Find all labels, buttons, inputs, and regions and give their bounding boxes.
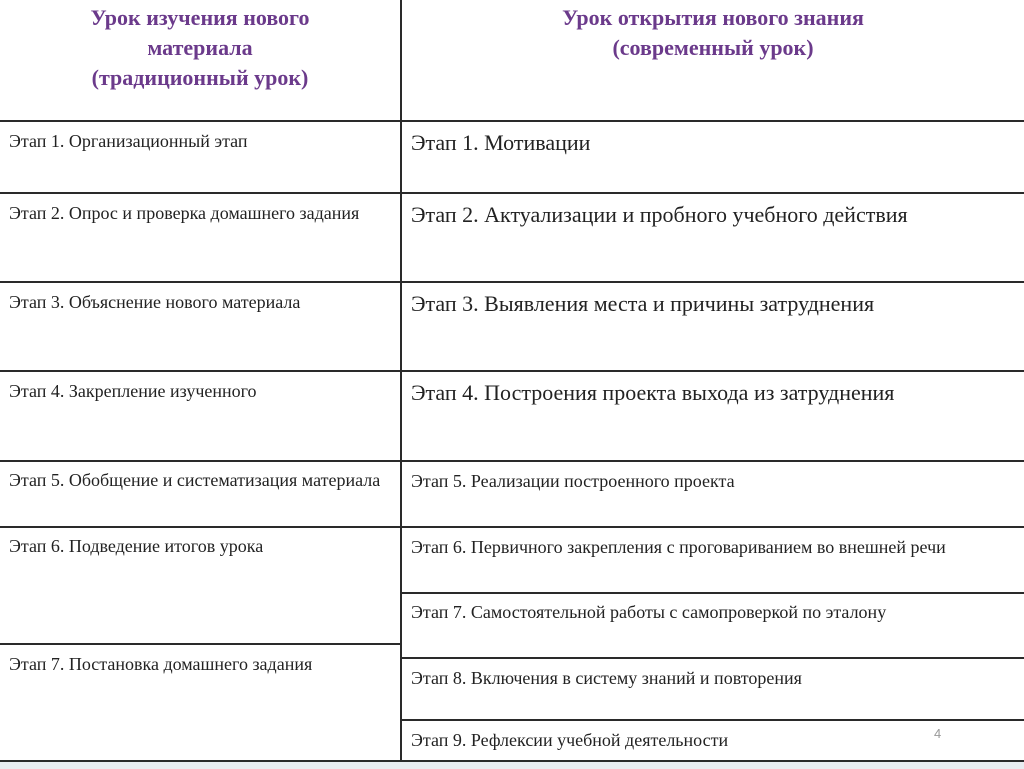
- traditional-stage-4: Этап 4. Закрепление изученного: [9, 381, 257, 401]
- left-row-divider: [0, 526, 400, 528]
- traditional-stage-3: Этап 3. Объяснение нового материала: [9, 292, 301, 312]
- traditional-stage-2: Этап 2. Опрос и проверка домашнего задания: [9, 203, 360, 223]
- modern-stage-7: Этап 7. Самостоятельной работы с самопроверкой по эталону: [411, 602, 887, 622]
- right-row-divider: [400, 192, 1024, 194]
- modern-stage-8: Этап 8. Включения в систему знаний и повторения: [411, 668, 802, 688]
- header-left-line-1: Урок изучения нового: [90, 5, 310, 30]
- traditional-stage-5: Этап 5. Обобщение и систематизация материала: [9, 470, 381, 490]
- left-row-divider: [0, 192, 400, 194]
- bottom-border: [0, 760, 1024, 769]
- traditional-stage-7: Этап 7. Постановка домашнего задания: [9, 654, 313, 674]
- modern-stage-2: Этап 2. Актуализации и пробного учебного действия: [411, 202, 908, 227]
- left-row-divider: [0, 460, 400, 462]
- header-right-line-2: (современный урок): [612, 35, 814, 60]
- traditional-stage-6: Этап 6. Подведение итогов урока: [9, 536, 264, 556]
- left-row-divider: [0, 281, 400, 283]
- column-divider: [400, 0, 402, 762]
- right-row-divider: [400, 526, 1024, 528]
- header-right-line-1: Урок открытия нового знания: [562, 5, 864, 30]
- modern-stage-9: Этап 9. Рефлексии учебной деятельности: [411, 730, 729, 750]
- traditional-stage-1: Этап 1. Организационный этап: [9, 131, 248, 151]
- modern-stage-5: Этап 5. Реализации построенного проекта: [411, 471, 735, 491]
- right-row-divider: [400, 657, 1024, 659]
- left-row-divider: [0, 370, 400, 372]
- modern-stage-3: Этап 3. Выявления места и причины затруднения: [411, 291, 875, 316]
- header-modern-lesson: [402, 3, 1024, 63]
- right-row-divider: [400, 281, 1024, 283]
- header-rule: [0, 120, 1024, 122]
- modern-stage-4: Этап 4. Построения проекта выхода из затруднения: [411, 380, 895, 405]
- header-traditional-lesson: [0, 3, 400, 93]
- right-row-divider: [400, 592, 1024, 594]
- modern-stage-6: Этап 6. Первичного закрепления с проговариванием во внешней речи: [411, 537, 946, 557]
- left-row-divider: [0, 643, 400, 645]
- page-number: 4: [934, 726, 942, 741]
- header-left-line-3: (традиционный урок): [91, 65, 309, 90]
- right-row-divider: [400, 719, 1024, 721]
- header-left-line-2: материала: [147, 35, 253, 60]
- right-row-divider: [400, 460, 1024, 462]
- modern-stage-1: Этап 1. Мотивации: [411, 130, 591, 155]
- right-row-divider: [400, 370, 1024, 372]
